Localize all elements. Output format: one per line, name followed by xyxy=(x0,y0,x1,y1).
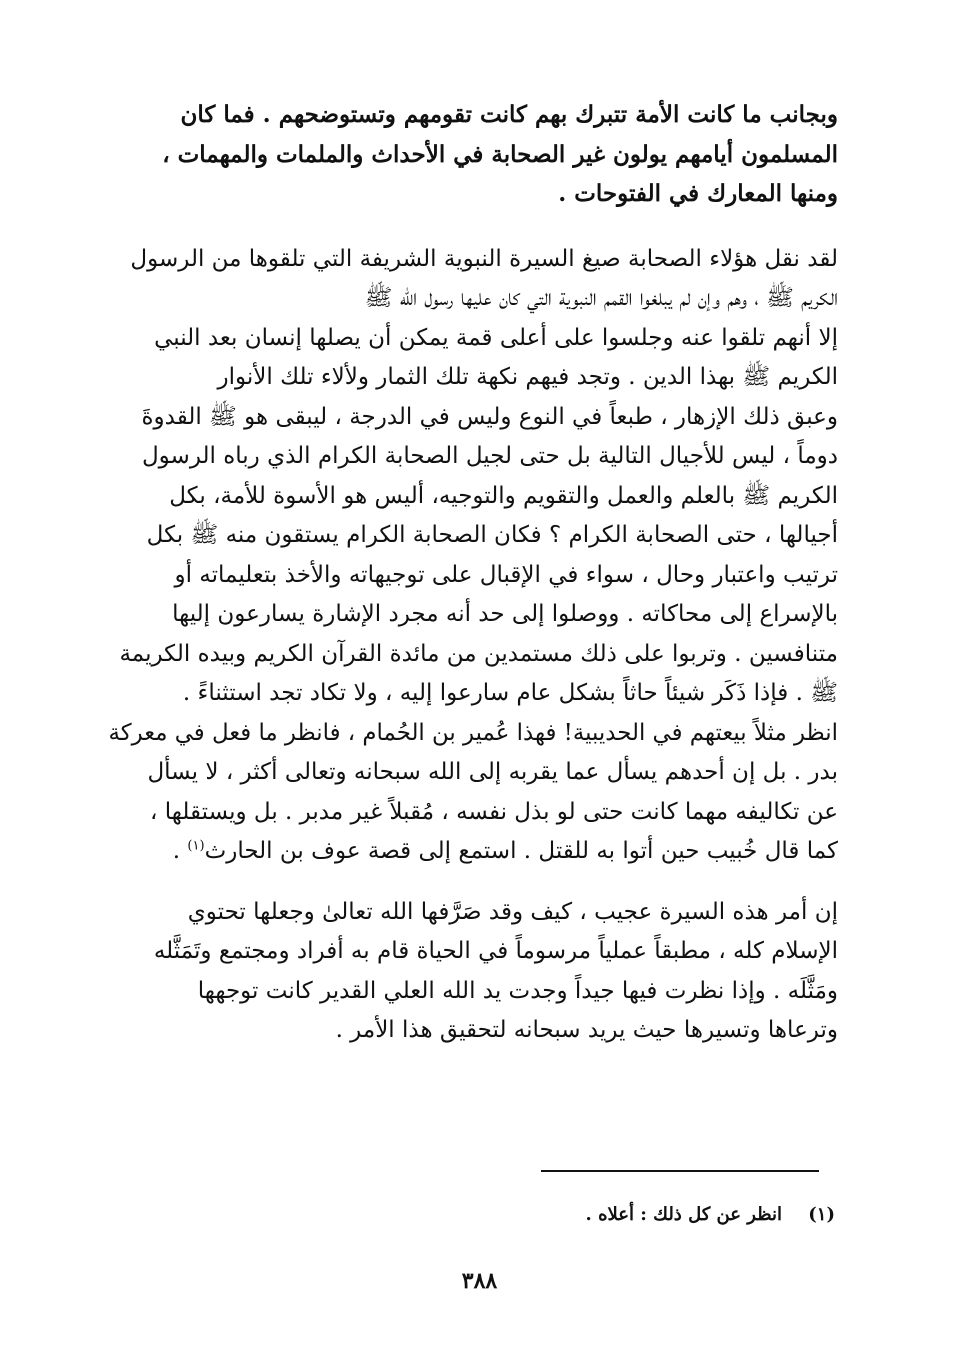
text-line: وترعاها وتسيرها حيث يريد سبحانه لتحقيق هذا الأمر . xyxy=(335,1017,838,1043)
text-line: ﷺ . فإذا ذَكَر شيئاً حاثاً بشكل عام سارعوا إليه ، ولا تكاد تجد استثناءً . xyxy=(182,680,838,706)
text-line: عن تكاليفه مهما كانت حتى لو بذل نفسه ، مُقبلاً غير مدبر . بل ويستقلها ، xyxy=(150,798,838,825)
text-line-last xyxy=(108,832,838,872)
footnote-reference[interactable]: (١) xyxy=(187,838,205,854)
paragraph-1 xyxy=(108,95,838,214)
text-line: انظر مثلاً بيعتهم في الحديبية! فهذا عُمير بن الحُمام ، فانظر ما فعل في معركة xyxy=(108,719,839,746)
paragraph-3 xyxy=(108,893,838,1051)
footnote xyxy=(586,1204,835,1225)
text-line: ومَثَّلَه . وإذا نظرت فيها جيداً وجدت يد الله العلي القدير كانت توجهها xyxy=(197,977,838,1004)
text-line: دوماً ، ليس للأجيال التالية بل حتى لجيل الصحابة الكرام الذي رباه الرسول xyxy=(141,443,838,469)
text-line: متنافسين . وتربوا على ذلك مستمدين من مائدة القرآن الكريم وبيده الكريمة xyxy=(119,640,838,667)
text-line: الكريم ﷺ ، وهم وإن لم يبلغوا القمم النبوية التي كان عليها رسول الله ﷺ xyxy=(364,285,838,311)
text-fragment: كما قال خُبيب حين أتوا به للقتل . استمع إلى قصة عوف بن الحارث xyxy=(204,838,838,864)
footnote-number: (١) xyxy=(808,1204,835,1225)
text-line: ومنها المعارك في الفتوحات . xyxy=(558,180,838,207)
text-fragment-end: . xyxy=(172,838,188,864)
text-line: لقد نقل هؤلاء الصحابة صيغ السيرة النبوية الشريفة التي تلقوها من الرسول xyxy=(130,245,838,272)
text-line: وبجانب ما كانت الأمة تتبرك بهم كانت تقومهم وتستوضحهم . فما كان xyxy=(180,101,838,128)
page-body xyxy=(108,95,838,1051)
text-line: بدر . بل إن أحدهم يسأل عما يقربه إلى الله سبحانه وتعالى أكثر ، لا يسأل xyxy=(147,759,838,785)
text-line: أجيالها ، حتى الصحابة الكرام ؟ فكان الصحابة الكرام يستقون منه ﷺ بكل xyxy=(146,522,838,548)
text-line: بالإسراع إلى محاكاته . ووصلوا إلى حد أنه مجرد الإشارة يسارعون إليها xyxy=(172,601,838,627)
footnote-text: انظر عن كل ذلك : أعلاه . xyxy=(585,1204,782,1225)
text-line: الإسلام كله ، مطبقاً عملياً مرسوماً في الحياة قام به أفراد ومجتمع وتَمَثَّله xyxy=(153,938,838,964)
text-line: إلا أنهم تلقوا عنه وجلسوا على أعلى قمة يمكن أن يصلها إنسان بعد النبي xyxy=(154,324,838,351)
text-line: الكريم ﷺ بالعلم والعمل والتقويم والتوجيه، أليس هو الأسوة للأمة، بكل xyxy=(169,482,838,509)
footnote-divider xyxy=(541,1170,819,1172)
text-line: المسلمون أيامهم يولون غير الصحابة في الأحداث والملمات والمهمات ، xyxy=(162,140,838,168)
page-number: ٣٨٨ xyxy=(461,1268,498,1294)
paragraph-2 xyxy=(108,240,838,872)
text-line: ترتيب واعتبار وحال ، سواء في الإقبال على توجيهاته والأخذ بتعليماته أو xyxy=(174,561,838,588)
text-line: وعبق ذلك الإزهار ، طبعاً في النوع وليس في الدرجة ، ليبقى هو ﷺ القدوةَ xyxy=(141,403,838,430)
text-line: إن أمر هذه السيرة عجيب ، كيف وقد صَرَّفها الله تعالىٰ وجعلها تحتوي xyxy=(187,898,838,925)
text-line: الكريم ﷺ بهذا الدين . وتجد فيهم نكهة تلك الثمار ولألاء تلك الأنوار xyxy=(217,364,838,390)
